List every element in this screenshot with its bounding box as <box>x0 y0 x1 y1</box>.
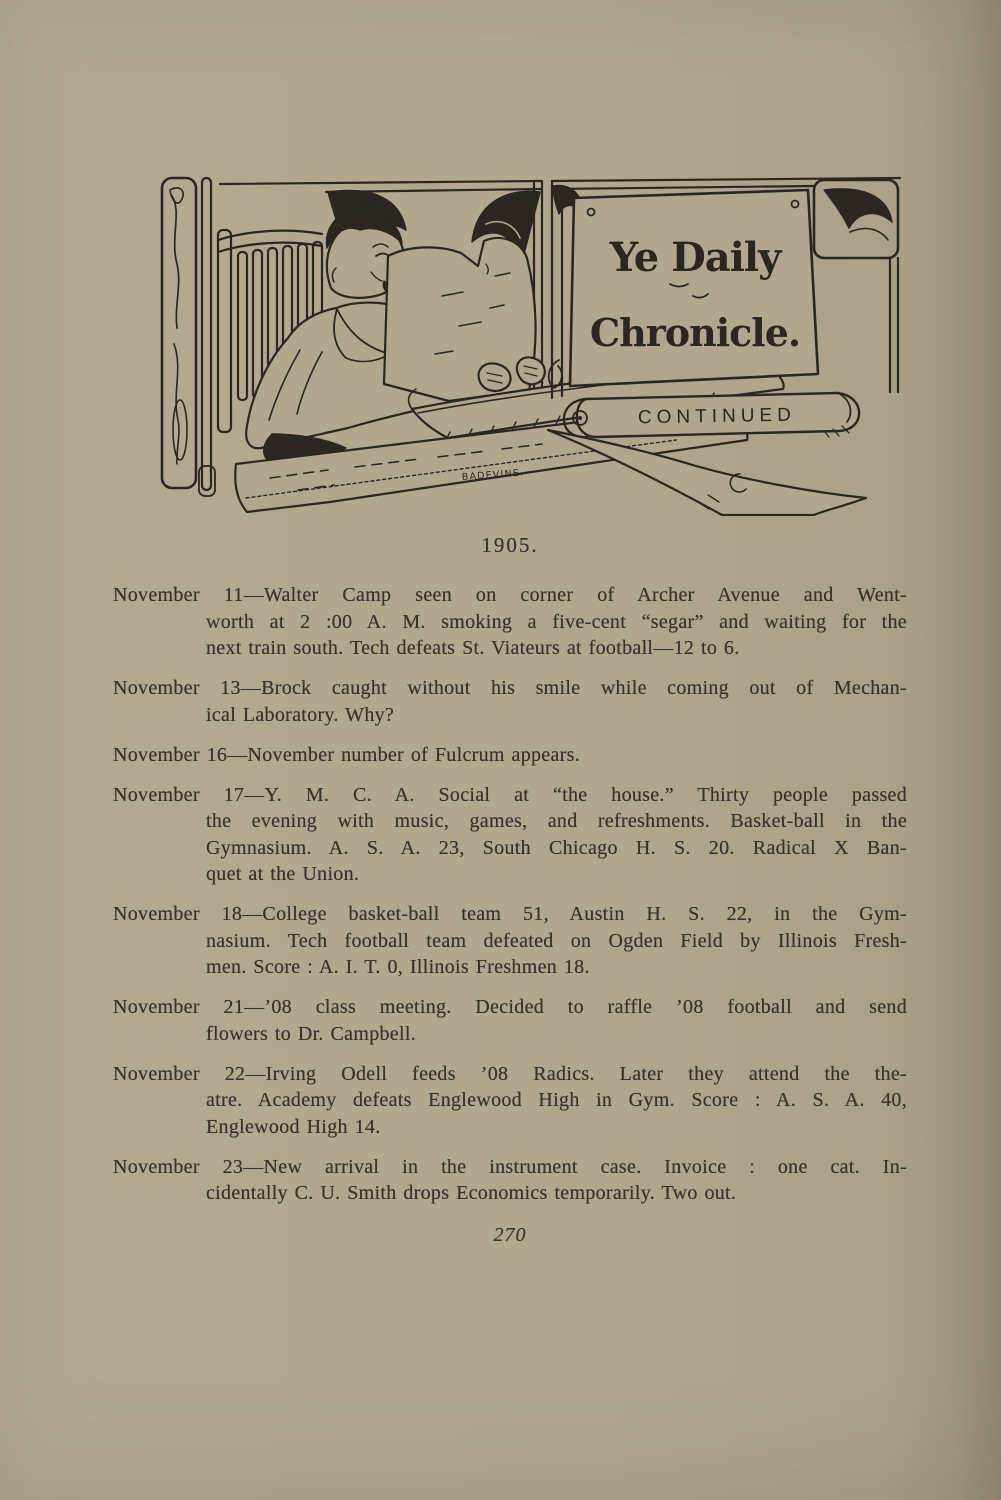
entry-line: worth at 2 :00 A. M. smoking a five-cent “segar” and waiting for the <box>206 610 907 633</box>
entry-line: November 21—’08 class meeting. Decided to raffle ’08 football and send <box>113 996 907 1018</box>
entry-line: Englewood High 14. <box>206 1115 381 1138</box>
chronicle-entry <box>113 742 907 769</box>
artist-signature: BADEVINE. <box>461 467 525 483</box>
art-nouveau-left-panel <box>162 178 215 496</box>
entry-line: nasium. Tech football team defeated on Ogden Field by Illinois Fresh- <box>206 929 907 952</box>
continued-banner-label: CONTINUED <box>637 404 797 429</box>
entry-line: November 22—Irving Odell feeds ’08 Radics. Later they attend the the- <box>113 1062 907 1085</box>
entry-line: ical Laboratory. Why? <box>206 703 395 726</box>
masthead-title-line2: Chronicle. <box>589 310 801 355</box>
entry-line: next train south. Tech defeats St. Viateurs at football—12 to 6. <box>206 637 740 659</box>
entry-line: November 18—College basket-ball team 51, Austin H. S. 22, in the Gym- <box>113 903 907 925</box>
entry-line: flowers to Dr. Campbell. <box>206 1022 417 1045</box>
entry-line: atre. Academy defeats Englewood High in Gym. Score : A. S. A. 40, <box>206 1089 907 1111</box>
year-heading: 1905. <box>481 533 539 557</box>
chronicle-headpiece-illustration <box>150 168 910 516</box>
entry-line: November 11—Walter Camp seen on corner of Archer Avenue and Went- <box>113 584 907 606</box>
chronicle-entry <box>113 675 907 728</box>
chronicle-entry <box>113 994 907 1047</box>
page-number: 270 <box>493 1224 527 1246</box>
chronicle-entries <box>113 582 907 1220</box>
entry-line: men. Score : A. I. T. 0, Illinois Freshmen 18. <box>206 956 590 978</box>
chronicle-entry <box>113 1154 907 1207</box>
newspaper <box>384 238 536 401</box>
entry-line: November 17—Y. M. C. A. Social at “the house.” Thirty people passed <box>113 783 907 806</box>
entry-line: cidentally C. U. Smith drops Economics temporarily. Two out. <box>206 1182 737 1204</box>
entry-line: quet at the Union. <box>206 863 360 885</box>
chronicle-entry <box>113 901 907 981</box>
entry-line: November 16—November number of Fulcrum appears. <box>113 743 581 766</box>
chronicle-entry <box>113 582 907 662</box>
chronicle-entry <box>113 1061 907 1141</box>
entry-line: Gymnasium. A. S. A. 23, South Chicago H. S. 20. Radical X Ban- <box>206 836 907 859</box>
entry-line: the evening with music, games, and refreshments. Basket-ball in the <box>206 810 907 832</box>
sign-board <box>570 190 818 386</box>
chronicle-entry <box>113 782 907 888</box>
masthead-title-line1: Ye Daily <box>609 234 781 281</box>
entry-line: November 23—New arrival in the instrument case. Invoice : one cat. In- <box>113 1155 907 1178</box>
continued-scroll <box>564 393 859 437</box>
entry-line: November 13—Brock caught without his smile while coming out of Mechan- <box>113 677 907 699</box>
